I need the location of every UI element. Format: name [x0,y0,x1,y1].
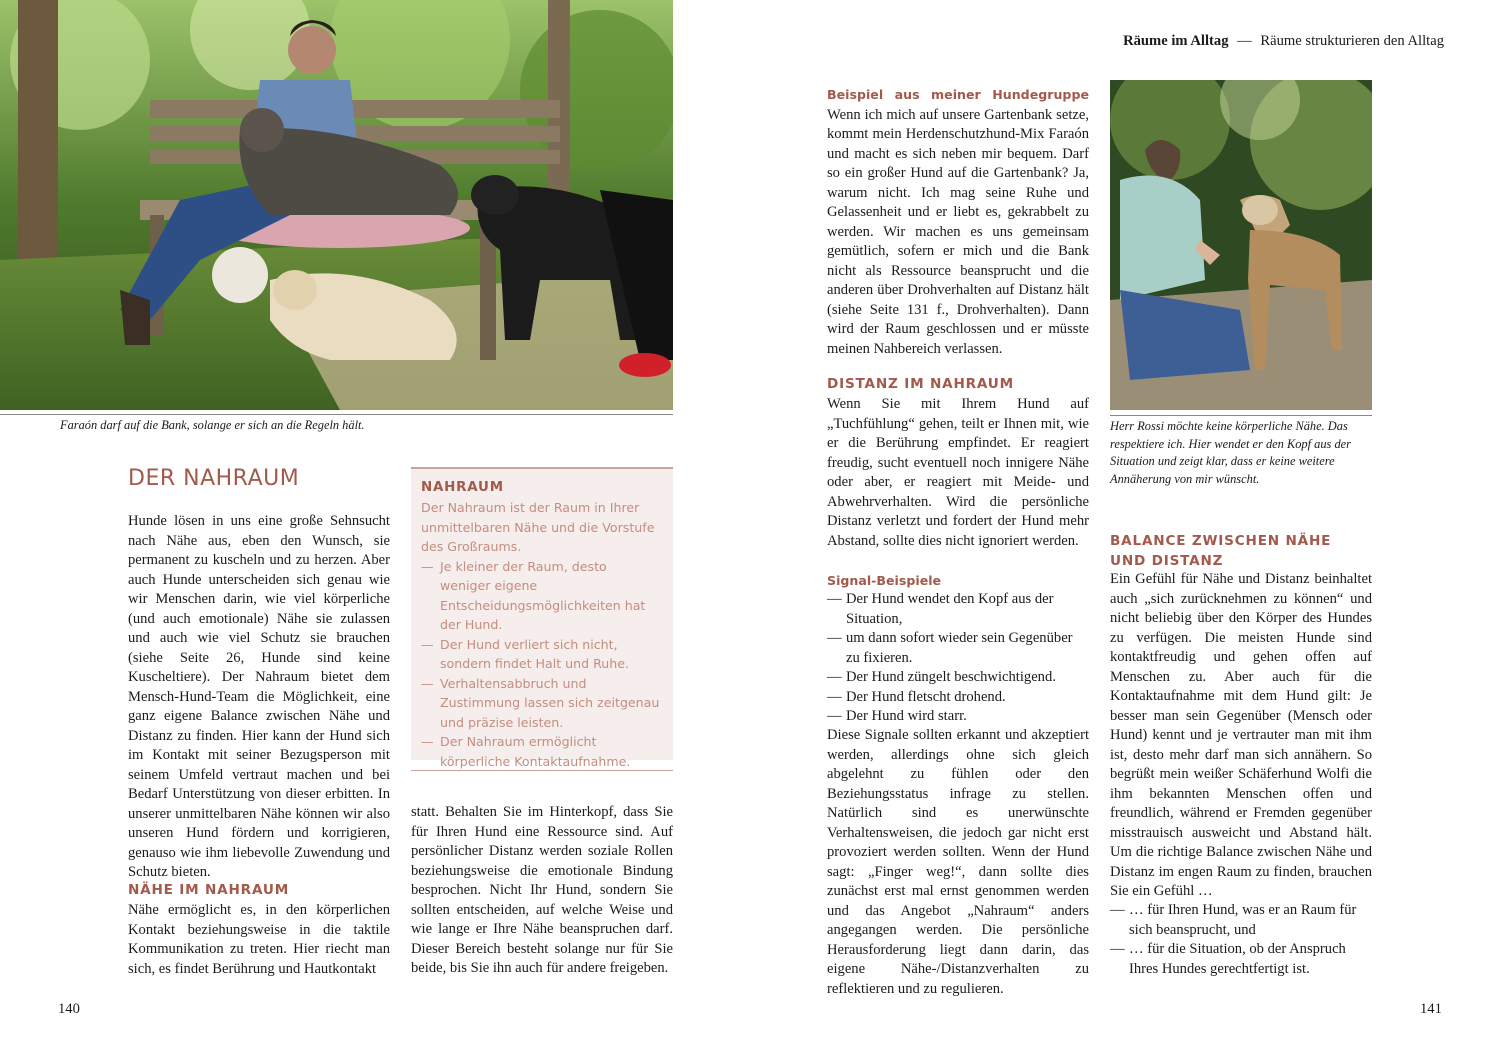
distanz-im-nahraum-heading: DISTANZ IM NAHRAUM [827,376,1014,392]
list-item: — Der Hund züngelt beschwichtigend. [827,668,1089,688]
signal-examples-list [827,590,1089,727]
main-heading: DER NAHRAUM [128,466,300,491]
naehe-im-nahraum-heading: NÄHE IM NAHRAUM [128,882,290,898]
intro-paragraph: Hunde lösen in uns eine große Sehnsucht nach Nähe aus, eben den Wunsch, sie permanent zu kuscheln und zu herzen. Aber auch Hunde unterscheiden sich genau wie wir Menschen darin, wie viel körperliche (und auch emotionale) Nähe sie zulassen und auch wie viel Schutz sie brauchen (siehe Seite 26, Hunde sind keine Kuscheltiere). Der Nahraum bietet dem Mensch-Hund-Team die Möglichkeit, eine ganz eigene Balance zwischen Nähe und Distanz zu finden. Hier kann der Hund sich im Kontakt mit seiner Bezugsperson mit seinem Umfeld vertraut machen und bei Bedarf Unterstützung von dieser erbitten. In unserer unmittelbaren Nähe können wir also unseren Hund fördern und korrigieren, genauso wie ihm liebevolle Zuwendung und Schutz bieten. [128,513,390,880]
signal-paragraph: Diese Signale sollten erkannt und akzeptiert werden, allerdings ohne sich gleich abgelehnt zu fühlen oder den Beziehungsstatus infrage zu stellen. Natürlich sind es unerwünschte Verhaltensweisen, die jedoch gar nicht erst provoziert werden sollten. Wenn der Hund sagt: „Finger weg!“, dann sollte dies zunächst erst mal ernst genommen werden und das Angebot „Nahraum“ anders angegangen werden. Die persönliche Herausforderung liegt dann darin, das eigene Nähe-/Distanzverhalten zu reflektieren und zu regulieren. [827,727,1089,997]
info-box-title: NAHRAUM [421,480,504,495]
right-photo-caption: Herr Rossi möchte keine körperliche Nähe. Das respektiere ich. Hier wendet er den Kopf aus der Situation und zeigt klar, dass er keine weitere Annäherung von mir wünscht. [1110,419,1351,486]
list-item: — Der Hund wendet den Kopf aus der Situation, [827,590,1089,629]
photo-caption-rule [0,414,673,415]
list-item: — Der Hund fletscht drohend. [827,688,1089,708]
list-item: — um dann sofort wieder sein Gegenüber zu fixieren. [827,629,1089,668]
balance-heading: BALANCE ZWISCHEN NÄHE UND DISTANZ [1110,533,1332,569]
list-item: — … für Ihren Hund, was er an Raum für sich beansprucht, und [1110,901,1372,940]
info-box-text: Der Nahraum ist der Raum in Ihrer unmittelbaren Nähe und die Vorstufe des Großraums. [421,500,655,554]
signal-examples-head: Signal-Beispiele [827,573,942,588]
balance-paragraph: Ein Gefühl für Nähe und Distanz beinhaltet auch „sich zurücknehmen zu können“ und nicht beliebig über den Körper des Hundes zu verfügen. Die meisten Hunde sind kontaktfreudig und gehen offen auf Menschen zu. Aber auch für die Kontaktaufnahme mit dem Hund gilt: Je besser man sein Gegenüber (Mensch oder Hund) kennt und je vertrauter man mit ihm ist, desto mehr darf man sich annähern. So begrüßt mein weißer Schäferhund Wolfi die ihm bekannten Menschen offen und freundlich, während er Fremden gegenüber misstrauisch ausweicht und Abstand hält. Um die richtige Balance zwischen Nähe und Distanz im engen Raum zu finden, brauchen Sie ein Gefühl … [1110,571,1372,899]
list-item: — … für die Situation, ob der Anspruch Ihres Hundes gerechtfertigt ist. [1110,940,1372,979]
header-separator: — [1237,33,1252,49]
list-item: — Der Hund wird starr. [827,707,1089,727]
nahraum-info-box [411,467,673,769]
header-section: Räume im Alltag [1123,33,1229,49]
info-box-list [421,557,661,772]
list-item: — Der Nahraum ermöglicht körperliche Kontaktaufnahme. [421,732,661,771]
greyhound-photo [1110,80,1372,410]
list-item: — Je kleiner der Raum, desto weniger eigene Entscheidungsmöglichkeiten hat der Hund. [421,557,661,635]
distanz-paragraph: Wenn Sie mit Ihrem Hund auf „Tuchfühlung“ gehen, teilt er Ihnen mit, wie er die Berührung empfindet. Er reagiert freudig, sucht eventuell noch innigere Nähe oder aber, er reagiert mit Meide- und Abwehrverhalten. Wird die persönliche Distanz verletzt und fordert der Hund mehr Abstand, sollte dies nicht ignoriert werden. [827,396,1089,549]
info-box-bottom-rule [411,770,673,771]
example-text: Wenn ich mich auf unsere Gartenbank setze, kommt mein Herdenschutzhund-Mix Faraón und macht es sich neben mir bequem. Darf so ein großer Hund auf die Gartenbank? Ja, warum nicht. Ich mag seine Ruhe und Gelassenheit und er liebt es, gekrabbelt zu werden. Wir machen es uns gemeinsam gemütlich, sofern er mich und die Bank nicht als Ressource beansprucht und die anderen über Drohverhalten auf Distanz hält (siehe Seite 131 f., Drohverhalten). Dann wird der Raum geschlossen und er müsste meinen Nahbereich verlassen. [827,106,1089,357]
right-photo-caption-rule [1110,415,1372,416]
example-head: Beispiel aus meiner Hundegruppe [827,87,1089,102]
left-photo-caption: Faraón darf auf die Bank, solange er sich an die Regeln hält. [60,418,365,432]
balance-list [1110,901,1372,979]
page-number-right: 141 [1420,1001,1442,1017]
example-paragraph [827,85,1089,359]
page-number-left: 140 [58,1001,80,1017]
list-item: — Der Hund verliert sich nicht, sondern findet Halt und Ruhe. [421,635,661,674]
continued-paragraph: statt. Behalten Sie im Hinterkopf, dass Sie für Ihren Hund eine Ressource sind. Auf persönlicher Distanz werden soziale Rollen beziehungsweise die emotionale Bindung besprochen. Nicht Ihr Hund, sondern Sie sollten entscheiden, auf welche Weise und wie lange er Ihre Nähe beanspruchen darf. Dieser Bereich besteht solange nur für Sie beide, bis Sie ihn auch für andere freigeben. [411,804,673,976]
list-item: — Verhaltensabbruch und Zustimmung lassen sich zeitgenau und präzise leisten. [421,674,661,733]
bench-photo [0,0,673,410]
running-header [1123,33,1444,50]
header-chapter: Räume strukturieren den Alltag [1260,33,1444,49]
naehe-paragraph: Nähe ermöglicht es, in den körperlichen Kontakt beziehungsweise in die taktile Kommunikation zu treten. Hier riecht man sich, es findet Berührung und Hautkontakt [128,902,390,977]
